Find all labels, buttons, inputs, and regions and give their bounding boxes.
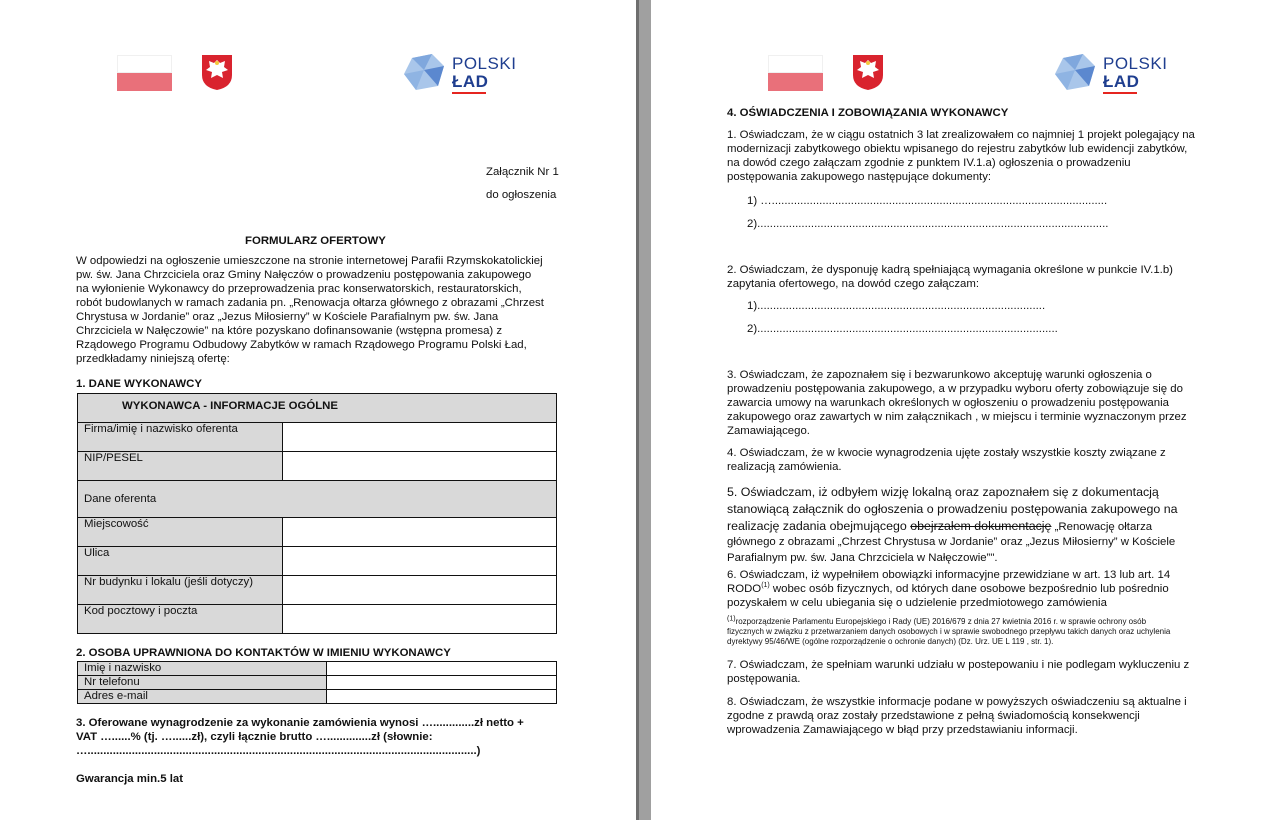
- section-4-heading: 4. OŚWIADCZENIA I ZOBOWIĄZANIA WYKONAWCY: [727, 107, 1009, 119]
- attachment-subtitle: do ogłoszenia: [486, 189, 557, 201]
- polish-flag-icon: [117, 55, 172, 91]
- input-contact-email[interactable]: [327, 690, 557, 704]
- label-contact-name: Imię i nazwisko: [78, 662, 327, 676]
- staff-item-2: 2)...............................................................................................: [747, 323, 1058, 335]
- input-city[interactable]: [283, 518, 557, 547]
- input-contact-name[interactable]: [327, 662, 557, 676]
- label-postal-code: Kod pocztowy i poczta: [78, 605, 283, 634]
- contractor-data-subheader: Dane oferenta: [78, 481, 557, 518]
- attachment-number: Załącznik Nr 1: [486, 166, 559, 178]
- logo-text-polski: POLSKI: [452, 54, 517, 73]
- label-contact-email: Adres e-mail: [78, 690, 327, 704]
- document-page-1: POLSKI ŁAD Załącznik Nr 1 do ogłoszenia FORMULARZ OFERTOWY W odpowiedzi na ogłoszenie umieszczone na stronie internetowej Parafii Rzymskokatolickiej pw. św. Jana Chrzciciela oraz Gminy Nałęczów o prowadzeniu postępowania zakupowego na wyłonienie Wykonawcy do przeprowadzenia prac konserwatorskich, restauratorskich, robót budowlanych w ramach zadania pn. „Renowacja ołtarza głównego z obrazami „Chrzest Chrystusa w Jordanie” oraz „Jezus Miłosierny” w Kościele Parafialnym pw. św. Jana Chrzciciela w Nałęczowie” na które pozyskano dofinansowanie (wstępna promesa) z Rządowego Programu Odbudowy Zabytków w ramach Rządowego Programu Polski Ład, przedkładamy niniejszą ofertę: 1. DANE WYKONAWCY WYKONAWCA - INFORMACJE OGÓLNE Firma/imię i nazwisko oferenta NIP/PESEL Dane oferenta Miejscowość Ulica Nr budynku i lokalu (jeśli dotyczy) Kod pocztowy i poczta 2. OSOBA UPRAWNIONA DO KONTAKTÓW W IMIENIU WYKONAWCY Imię i nazwisko Nr telefonu Adres e-mail 3. Oferowane wynagrodzenie za wykonanie zamówienia wynosi ….............zł netto + VAT …......% (tj. …......zł), czyli łącznie brutto …..............zł (słownie: …...........................................................................................................................) Gwarancja min.5 lat: [0, 0, 636, 820]
- polski-lad-logo: [1053, 52, 1173, 96]
- footnote-reference: (1): [761, 582, 770, 590]
- document-item-1: 1) …..........................................................................................................: [747, 195, 1108, 207]
- warranty-note: Gwarancja min.5 lat: [76, 773, 183, 785]
- contractor-info-table: [77, 393, 557, 634]
- polski-lad-logo: [402, 52, 522, 96]
- staff-item-1: 1)...........................................................................................: [747, 300, 1046, 312]
- document-page-2: POLSKI ŁAD 4. OŚWIADCZENIA I ZOBOWIĄZANIA WYKONAWCY 1. Oświadczam, że w ciągu ostatnich 3 lat zrealizowałem co najmniej 1 projekt polegający na modernizacji zabytkowego obiektu wpisanego do rejestru zabytków lub ewidencji zabytków, na dowód czego załączam zgodnie z punktem IV.1.a) ogłoszenia o prowadzeniu postępowania zakupowego następujące dokumenty: 1) ….......................................................................................................... 2)............................................................................................................... 2. Oświadczam, że dysponuję kadrą spełniającą wymagania określone w punkcie IV.1.b) zapytania ofertowego, na dowód czego załączam: 1)........................................................................................... 2)............................................................................................... 3. Oświadczam, że zapoznałem się i bezwarunkowo akceptuję warunki ogłoszenia o prowadzeniu postępowania zakupowego, a w przypadku wyboru oferty zobowiązuje się do zawarcia umowy na warunkach określonych w ogłoszeniu o prowadzeniu postępowania zakupowego oraz zawartych w nim załącznikach , w miejscu i terminie wyznaczonym przez Zamawiającego. 4. Oświadczam, że w kwocie wynagrodzenia ujęte zostały wszystkie koszty związane z realizacją zamówienia. 5. Oświadczam, iż odbyłem wizję lokalną oraz zapoznałem się z dokumentacją stanowiącą załącznik do ogłoszenia o prowadzeniu postępowania zakupowego na realizację zadania obejmującego obejrzałem dokumentację „Renowację ołtarza głównego z obrazami „Chrzest Chrystusa w Jordanie” oraz „Jezus Miłosierny” w Kościele Parafialnym pw. św. Jana Chrzciciela w Nałęczowie”". 6. Oświadczam, iż wypełniłem obowiązki informacyjne przewidziane w art. 13 lub art. 14 RODO$^{(1)}$ wobec osób fizycznych, od których dane osobowe bezpośrednio lub pośrednio pozyskałem w celu ubiegania się o udzielenie przedmiotowego zamówienia (1)rozporządzenie Parlamentu Europejskiego i Rady (UE) 2016/679 z dnia 27 kwietnia 2016 r. w sprawie ochrony osób fizycznych w związku z przetwarzaniem danych osobowych i w sprawie swobodnego przepływu takich danych oraz uchylenia dyrektywy 95/46/WE (ogólne rozporządzenie o ochronie danych) (Dz. Urz. UE L 119 , str. 1). 7. Oświadczam, że spełniam warunki udziału w postepowaniu i nie podlegam wykluczeniu z postępowania. 8. Oświadczam, że wszystkie informacje podane w powyższych oświadczeniu są aktualne i zgodne z prawdą oraz zostały przedstawione z pełną świadomością konsekwencji wprowadzenia Zamawiającego w błąd przy przedstawianiu informacji.: [651, 0, 1279, 820]
- input-contact-phone[interactable]: [327, 676, 557, 690]
- label-company-name: Firma/imię i nazwisko oferenta: [78, 423, 283, 452]
- label-street: Ulica: [78, 547, 283, 576]
- polish-eagle-emblem-icon: [200, 53, 234, 91]
- label-city: Miejscowość: [78, 518, 283, 547]
- label-building-number: Nr budynku i lokalu (jeśli dotyczy): [78, 576, 283, 605]
- contractor-table-header: WYKONAWCA - INFORMACJE OGÓLNE: [78, 394, 557, 423]
- input-nip-pesel[interactable]: [283, 452, 557, 481]
- polish-eagle-emblem-icon: [851, 53, 885, 91]
- input-company-name[interactable]: [283, 423, 557, 452]
- logo-text-polski: POLSKI: [1103, 54, 1168, 73]
- form-title: FORMULARZ OFERTOWY: [245, 235, 386, 247]
- logo-text-lad: ŁAD: [452, 72, 489, 91]
- input-building-number[interactable]: [283, 576, 557, 605]
- polski-lad-emblem-icon: [1053, 52, 1099, 92]
- input-postal-code[interactable]: [283, 605, 557, 634]
- section-2-heading: 2. OSOBA UPRAWNIONA DO KONTAKTÓW W IMIENIU WYKONAWCY: [76, 647, 451, 659]
- label-nip-pesel: NIP/PESEL: [78, 452, 283, 481]
- polski-lad-emblem-icon: [402, 52, 448, 92]
- page-gutter: [636, 0, 651, 820]
- section-1-heading: 1. DANE WYKONAWCY: [76, 378, 202, 390]
- logo-text-lad: ŁAD: [1103, 72, 1140, 91]
- struck-text: obejrzałem dokumentację: [910, 519, 1052, 533]
- label-contact-phone: Nr telefonu: [78, 676, 327, 690]
- polish-flag-icon: [768, 55, 823, 91]
- document-item-2: 2)...............................................................................................................: [747, 218, 1109, 230]
- input-street[interactable]: [283, 547, 557, 576]
- contact-person-table: [77, 661, 557, 704]
